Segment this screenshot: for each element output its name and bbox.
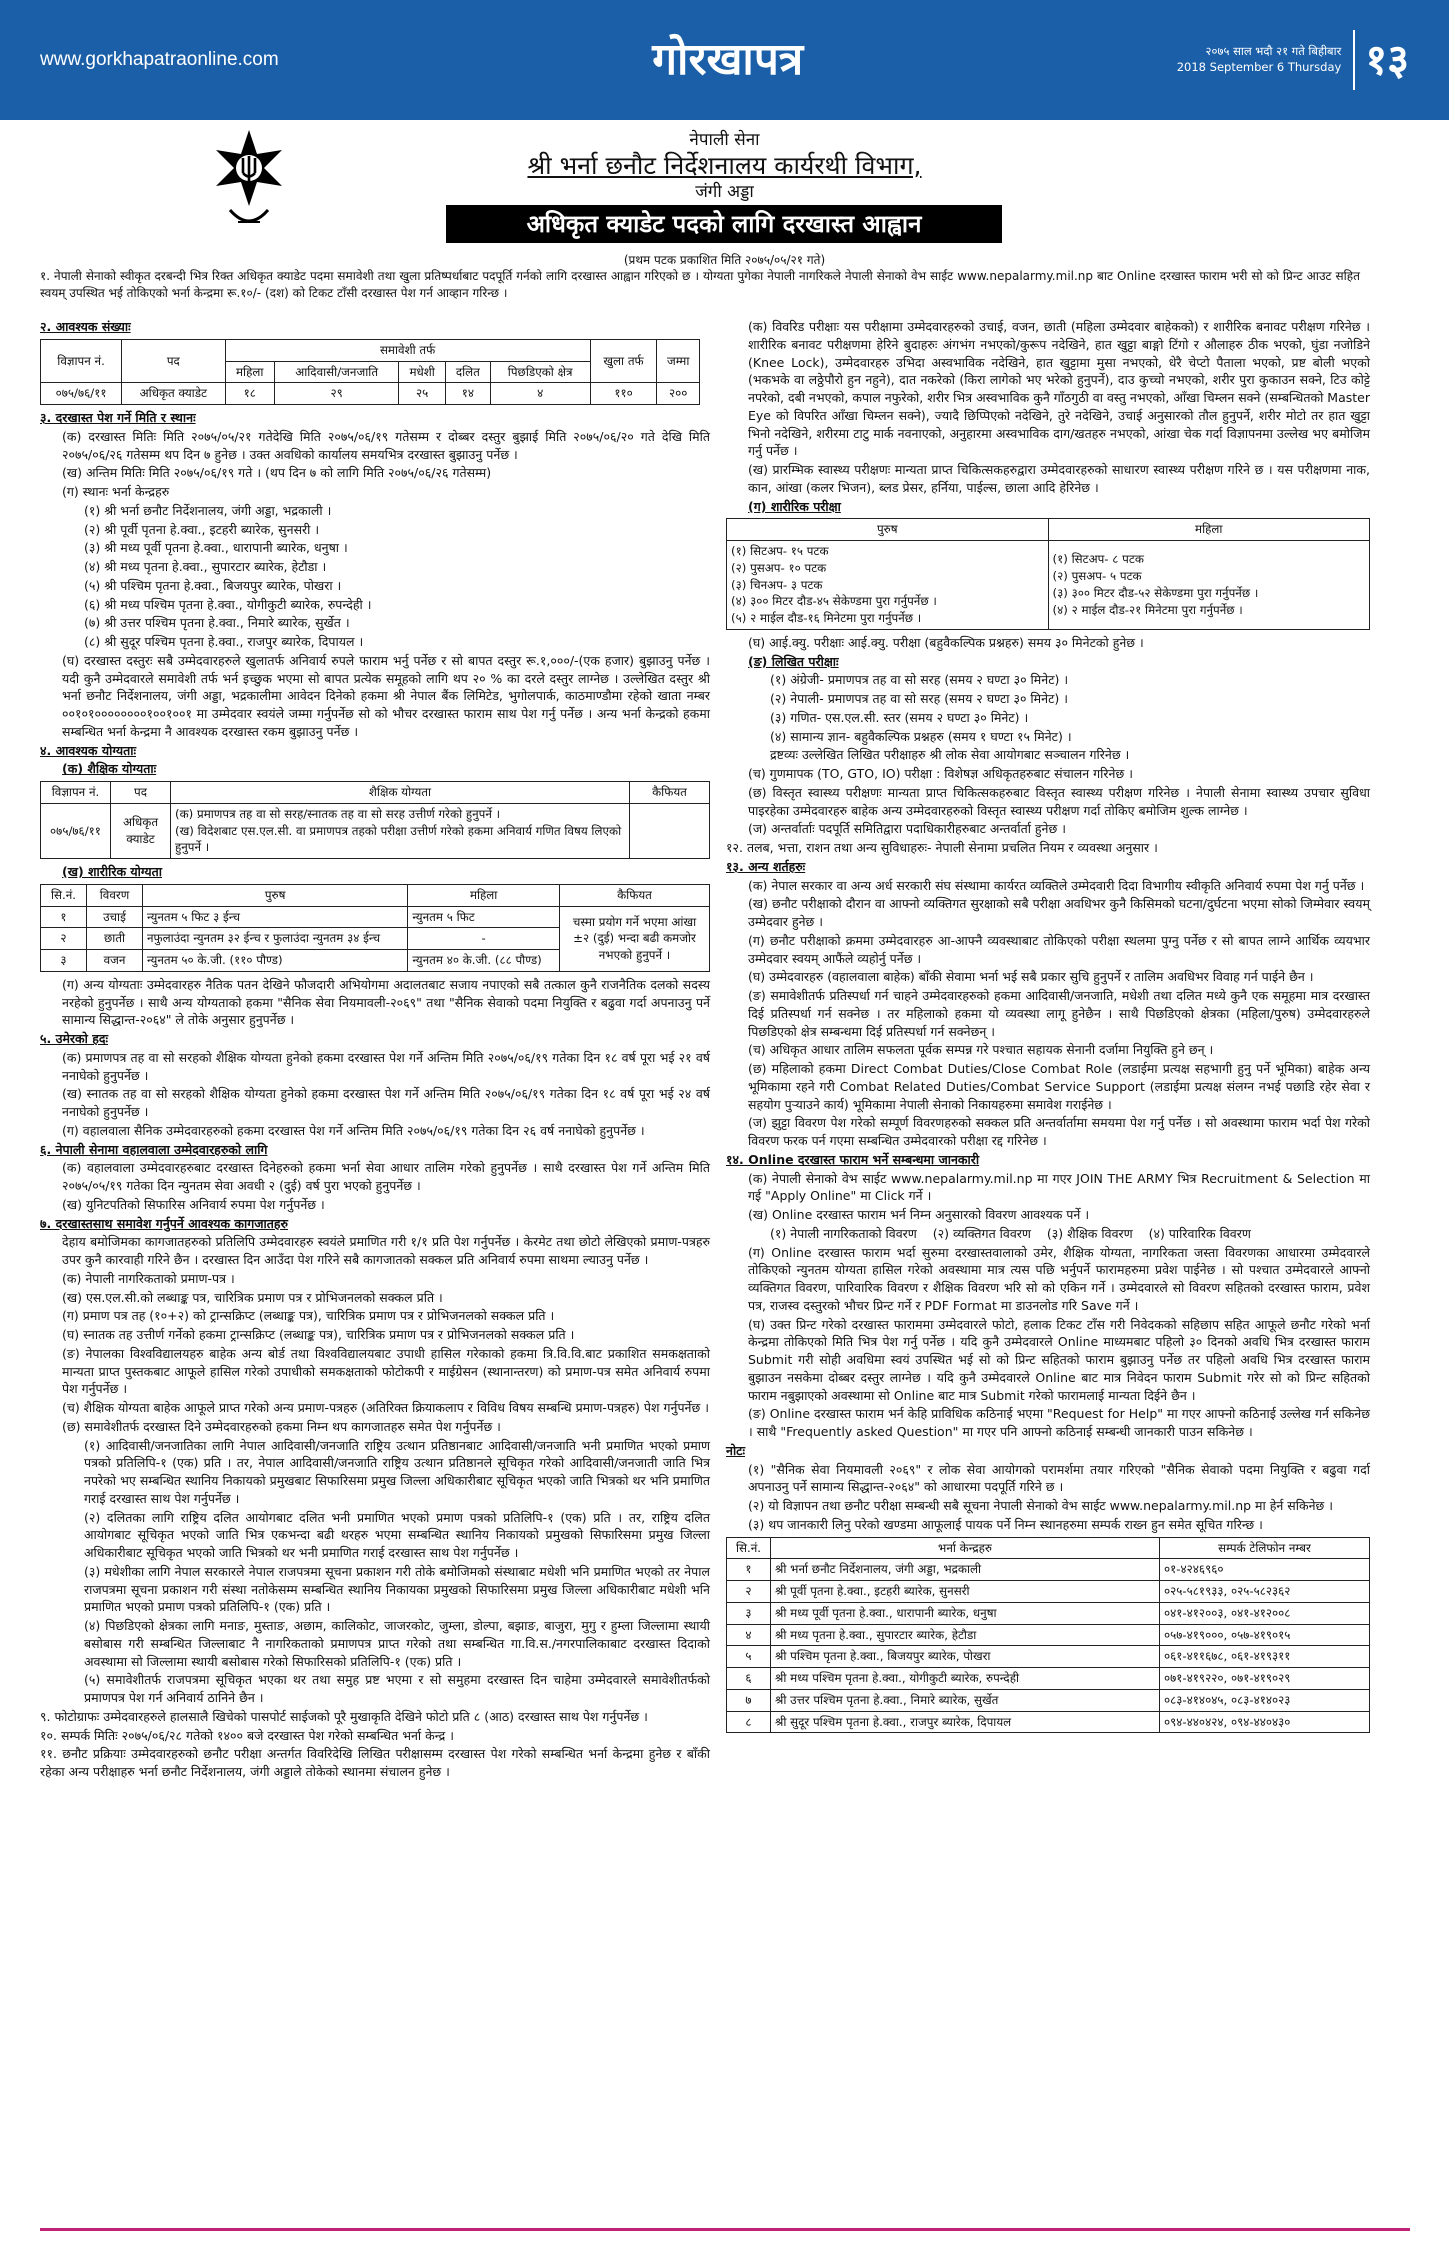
written-item: (४) सामान्य ज्ञान- बहुवैकल्पिक प्रश्नहरु (समय १ घण्टा १५ मिनेट) । bbox=[770, 728, 1072, 744]
cell: ०९४-४४०४२४, ०९४-४४०४३० bbox=[1160, 1711, 1370, 1733]
cell: २०० bbox=[657, 383, 700, 405]
sec13-item: (छ) महिलाको हकमा Direct Combat Duties/Close Combat Role (लडाईमा प्रत्यक्ष सहभागी हुनु पर्ने भूमिका) बाहेक अन्य भूमिकामा रहने गरी Combat Related Duties/Combat Service Support (लडाईमा प्रत्यक्ष संलग्न नभई पछाडि रहेर सेवा र सहयोग पुऱ्याउने कार्य) भूमिकामा नेपाली सेनाको निकायहरुमा समावेश गराईनेछ । bbox=[748, 1061, 1370, 1112]
sec7-item: (क) नेपाली नागरिकताको प्रमाण-पत्र । bbox=[62, 1270, 235, 1286]
sec5-heading: ५. उमेरको हदः bbox=[40, 1031, 109, 1046]
note-item: (३) थप जानकारी लिनु परेको खण्डमा आफूलाई पायक पर्ने निम्न स्थानहरुमा सम्पर्क राख्न हुन समेत सूचित गरिन्छ । bbox=[748, 1516, 1263, 1532]
cell: ०१-४२४६९६० bbox=[1160, 1559, 1370, 1581]
fit-item: (२) पुसअप- १० पटक bbox=[731, 560, 827, 575]
cell: न्युनतम ५० के.जी. (११० पौण्ड) bbox=[143, 950, 408, 972]
sec6-kha: (ख) युनिटपतिको सिफारिस अनिवार्य रुपमा पेश गर्नुपर्नेछ । bbox=[62, 1196, 325, 1212]
cell: श्री उत्तर पश्चिम पृतना हे.क्वा., निमारे ब्यारेक, सुर्खेत bbox=[771, 1689, 1160, 1711]
th-male: पुरुष bbox=[727, 519, 1049, 541]
cell: ०७५/७६/११ bbox=[41, 383, 122, 405]
th: विवरण bbox=[87, 884, 143, 906]
sec7-sub-item: (४) पिछडिएको क्षेत्रका लागि मनाङ, मुस्ताङ, अछाम, कालिकोट, जाजरकोट, जुम्ला, डोल्पा, बझाङ, बाजुरा, मुगु र हुम्ला जिल्लामा स्थायी बसोबास गरी सम्बन्धित जिल्लाबाट नै नागरिकताको प्रमाणपत्र प्राप्त गरेको तथा सम्बन्धित गा.वि.स./नगरपालिकाबाट दरखास्त दिदाको अवस्थामा सो जिल्लामा स्थायी बसोबास गरेको सिफारिसको प्रतिलिपि-१ (एक) प्रति । bbox=[84, 1618, 710, 1669]
sec7-item: (च) शैक्षिक योग्यता बाहेक आफूले प्राप्त गरेको अन्य प्रमाण-पत्रहरु (अतिरिक्त क्रियाकलाप र विविध विषय सम्बन्धि प्रमाण-पत्रहरु) पेश गर्नुपर्नेछ । bbox=[62, 1400, 709, 1415]
exam-nga: (ङ) लिखित परीक्षाः bbox=[748, 653, 839, 669]
cell: ०८३-४१४०४५, ०८३-४१४०२३ bbox=[1160, 1689, 1370, 1711]
cell: ५ bbox=[727, 1646, 771, 1668]
cell: २९ bbox=[274, 383, 398, 405]
exam-kha: (ख) प्रारम्भिक स्वास्थ्य परीक्षणः मान्यता प्राप्त चिकित्सकहरुद्वारा उम्मेदवारहरुको साधारण स्वास्थ्य परीक्षण गरिने छ । यस परीक्षणमा नाक, कान, आंखा (कलर भिजन), ब्लड प्रेसर, हर्निया, पाईल्स, छाला आदि हेरिनेछ । bbox=[748, 462, 1370, 495]
written-note: द्रष्टव्यः उल्लेखित लिखित परीक्षाहरु श्री लोक सेवा आयोगबाट सञ्चालन गरिनेछ । bbox=[770, 747, 1130, 763]
cell: ०४१-४१२००३, ०४१-४१२००८ bbox=[1160, 1602, 1370, 1624]
cell: श्री पूर्वी पृतना हे.क्वा., इटहरी ब्यारेक, सुनसरी bbox=[771, 1581, 1160, 1603]
cell: १ bbox=[727, 1559, 771, 1581]
written-item: (२) नेपाली- प्रमाणपत्र तह वा सो सरह (समय २ घण्टा ३० मिनेट) । bbox=[770, 691, 1068, 706]
intro-paragraph: १. नेपाली सेनाको स्वीकृत दरबन्दी भित्र रिक्त अधिकृत क्याडेट पदमा समावेशी तथा खुला प्रतिष्पर्धाबाट पदपूर्ति गर्नको लागि दरखास्त आह्वान गरिएको छ । योग्यता पुगेका नेपाली नागरिकले नेपाली सेनाको वेभ साईट www.nepalarmy.mil.np बाट Online दरखास्त फाराम भरी सो को प्रिन्ट आउट सहित स्वयम् उपस्थित भई तोकिएको भर्ना केन्द्रमा रू.१०/- (दश) को टिकट टाँसी दरखास्त पेश गर्न आव्हान गरिन्छ । bbox=[40, 269, 1360, 301]
sec14-nga: (ङ) Online दरखास्त फाराम भर्न केहि प्राविधिक कठिनाई भएमा "Request for Help" मा गएर आफ्नो कठिनाई उल्लेख गर्न सकिनेछ । साथै "Frequently asked Question" मा गएर पनि आफ्नो कठिनाई सम्बन्धी जानकारी पाउन सकिनेछ । bbox=[748, 1406, 1370, 1439]
fit-item: (४) २ माईल दौड-२१ मिनेटमा पुरा गर्नुपर्नेछ । bbox=[1052, 602, 1243, 617]
cell: १४ bbox=[445, 383, 490, 405]
th-post: पद bbox=[122, 339, 225, 383]
cell: वजन bbox=[87, 950, 143, 972]
sec14-ka: (क) नेपाली सेनाको वेभ साईट www.nepalarmy.mil.np मा गएर JOIN THE ARMY भित्र Recruitment & Selection मा गई "Apply Online" मा Click गर्ने । bbox=[748, 1170, 1370, 1204]
cell: ०५७-४१९०००, ०५७-४१९०१५ bbox=[1160, 1624, 1370, 1646]
center-item: (८) श्री सुदूर पश्चिम पृतना हे.क्वा., राजपुर ब्यारेक, दिपायल । bbox=[84, 634, 364, 649]
left-column bbox=[40, 318, 710, 1782]
th: भर्ना केन्द्रहरु bbox=[771, 1537, 1160, 1559]
table-row bbox=[727, 1646, 1370, 1668]
cell: ८ bbox=[727, 1711, 771, 1733]
sec7-item: (ग) प्रमाण पत्र तह (१०+२) को ट्रान्सक्रिप्ट (लब्धाङ्क पत्र), चारित्रिक प्रमाण पत्र र प्रोभिजनलको सक्कल प्रति । bbox=[62, 1308, 555, 1324]
sec7-item: (छ) समावेशीतर्फ दरखास्त दिने उम्मेदवारहरुको हकमा निम्न थप कागजातहरु समेत पेश गर्नुपर्नेछ । bbox=[62, 1418, 501, 1434]
th: पुरुष bbox=[143, 884, 408, 906]
cell: - bbox=[408, 928, 560, 950]
th: विज्ञापन नं. bbox=[41, 782, 111, 804]
sec3-heading: ३. दरखास्त पेश गर्ने मिति र स्थानः bbox=[40, 410, 196, 425]
cell: श्री मध्य पूर्वी पृतना हे.क्वा., धारापानी ब्यारेक, धनुषा bbox=[771, 1602, 1160, 1624]
cell: श्री भर्ना छनौट निर्देशनालय, जंगी अड्डा, भद्रकाली bbox=[771, 1559, 1160, 1581]
sec2-heading: २. आवश्यक संख्याः bbox=[40, 319, 131, 334]
sec7-sub-item: (१) आदिवासी/जनजातिका लागि नेपाल आदिवासी/जनजाति राष्ट्रिय उत्थान प्रतिष्ठानबाट आदिवासी/जनजाति भनी प्रमाणित भएको प्रमाण पत्रको प्रतिलिपि-१ (एक) प्रति । तर, नेपाल आदिवासी/जनजाति राष्ट्रिय उत्थान प्रतिष्ठानले सूचिकृत गरेको आदिवासी/जनजाती जाति भित्र नपरेको भए सम्बन्धित स्थानिय निकायको प्रमुखबाट सिफारिसमा प्रमुख जिल्ला अधिकारीबाट सूचिकृत भएको जाति भित्रको थर भनि प्रमाणित गराई दरखास्त साथ पेश गर्नुपर्नेछ । bbox=[84, 1437, 710, 1506]
cell: २ bbox=[727, 1581, 771, 1603]
location-name: जंगी अड्डा bbox=[695, 182, 754, 202]
cell: छाती bbox=[87, 928, 143, 950]
cell: १ bbox=[41, 906, 87, 928]
date-nepali: २०७५ साल भदौ २१ गते बिहीबार bbox=[1205, 44, 1342, 59]
issue-date bbox=[1177, 44, 1342, 75]
th: पद bbox=[111, 782, 171, 804]
cell: ४ bbox=[727, 1624, 771, 1646]
center-item: (७) श्री उत्तर पश्चिम पृतना हे.क्वा., निमारे ब्यारेक, सुर्खेत । bbox=[84, 615, 350, 631]
fit-item: (५) २ माईल दौड-१६ मिनेटमा पुरा गर्नुपर्नेछ । bbox=[731, 611, 922, 625]
website-url[interactable]: www.gorkhapatraonline.com bbox=[40, 48, 279, 70]
sec14-kha: (ख) Online दरखास्त फाराम भर्न निम्न अनुसारको विवरण आवश्यक पर्ने । bbox=[748, 1207, 1090, 1222]
sec6-ka: (क) वहालवाला उम्मेदवारहरुबाट दरखास्त दिनेहरुको हकमा भर्ना सेवा आधार तालिम गरेको हुनुपर्नेछ । साथै दरखास्त पेश गर्ने अन्तिम मिति २०७५/०५/१९ गतेका दिन न्युनतम सेवा अवधी २ (दुई) वर्ष पुरा भएको हुनुपर्नेछ । bbox=[62, 1160, 710, 1193]
cell: १८ bbox=[225, 383, 274, 405]
notice-title-banner: अधिकृत क्याडेट पदको लागि दरखास्त आह्वान bbox=[446, 205, 1002, 243]
sec7-item: (ङ) नेपालका विश्वविद्यालयहरु बाहेक अन्य बोर्ड तथा विश्वविद्यालयबाट उपाधी हासिल गरेकाको हकमा त्रि.वि.वि.बाट प्रकाशित समकक्षताको मान्यता प्राप्त पुस्तकबाट आफूले हासिल गरेको उपाधीको समकक्षताको फोटोकपी र माईग्रेसन (स्थानान्तरण) को प्रमाण-पत्र समेत अनिवार्य रुपमा पेश गर्नुपर्नेछ । bbox=[62, 1345, 710, 1397]
newspaper-title: गोरखापत्र bbox=[652, 33, 804, 85]
th-madhesi: मधेशी bbox=[399, 361, 446, 383]
sec4-ka-heading: (क) शैक्षिक योग्यताः bbox=[62, 761, 157, 777]
cell: श्री पश्चिम पृतना हे.क्वा., बिजयपुर ब्यारेक, पोखरा bbox=[771, 1646, 1160, 1668]
th: कैफियत bbox=[630, 782, 710, 804]
sec4-ga: (ग) अन्य योग्यताः उम्मेदवारहरु नैतिक पतन देखिने फौजदारी अभियोगमा अदालतबाट सजाय नपाएको सबै तत्काल कुनै राजनैतिक दलको सदस्य नरहेको हुनुपर्नेछ । साथै अन्य योग्यताको हकमा "सैनिक सेवा नियमावली-२०६९" तथा "सैनिक सेवाको पदमा नियुक्ति र बढुवा गर्दा अपनाउनु पर्ने सामान्य सिद्धान्त-२०६४" ले तोके अनुसार हुनुपर्नेछ । bbox=[62, 976, 710, 1028]
department-name: श्री भर्ना छनौट निर्देशनालय कार्यरथी विभाग, bbox=[527, 151, 922, 180]
sec7-item: (घ) स्नातक तह उत्तीर्ण गर्नेको हकमा ट्रान्सक्रिप्ट (लब्धाङ्क पत्र), चारित्रिक प्रमाण पत्र र प्रोभिजनलको सक्कल प्रति । bbox=[62, 1327, 575, 1342]
sec3-ka: (क) दरखास्त मितिः मिति २०७५/०५/२१ गतेदेखि मिति २०७५/०६/१९ गतेसम्म र दोब्बर दस्तुर बुझाई मिति २०७५/०६/२० गते देखि मिति २०७५/०६/२६ गतेसम्म थप दिन ७ हुनेछ । उक्त अवधिको कार्यालय समयभित्र दरखास्त बुझाउनु पर्नेछ । bbox=[62, 428, 710, 462]
sec14-ga: (ग) Online दरखास्त फाराम भर्दा सुरुमा दरखास्तवालाको उमेर, शैक्षिक योग्यता, नागरिकता जस्ता विवरणका आधारमा उम्मेदवारले तोकिएको न्युनतम योग्यता हासिल गरेको अवस्थामा मात्र त्यस पछि भर्नुपर्ने फारामहरुमा प्रवेश पाईनेछ । सो पश्चात उम्मेदवारले आफ्नो व्यक्तिगत विवरण, पारिवारिक विवरण र शैक्षिक विवरण भरि सो को एकिन गर्ने । उम्मेदवारले सो विवरण सहितको दरखास्त फाराम, प्रवेश पत्र, राजस्व दस्तुरको भौचर प्रिन्ट गर्ने र PDF Format मा डाउनलोड गरि Save गर्ने । bbox=[748, 1244, 1370, 1313]
education-table bbox=[40, 781, 710, 859]
sec7-item: (ख) एस.एल.सी.को लब्धाङ्क पत्र, चारित्रिक प्रमाण पत्र र प्रोभिजनलको सक्कल प्रति । bbox=[62, 1289, 443, 1305]
fitness-table bbox=[726, 518, 1370, 630]
sec3-ga: (ग) स्थानः भर्ना केन्द्रहरु bbox=[62, 484, 170, 499]
publish-note: (प्रथम पटक प्रकाशित मिति २०७५/०५/२१ गते) bbox=[623, 253, 826, 267]
note-item: (१) "सैनिक सेवा नियमावली २०६९" र लोक सेवा आयोगको परामर्शमा तयार गरिएको "सैनिक सेवाको पदमा नियुक्ति र बढुवा गर्दा अपनाउनु पर्ने सामान्य सिद्धान्त-२०६४" को आधारमा पदपूर्ति गरिने छ । bbox=[748, 1461, 1370, 1495]
th: महिला bbox=[408, 884, 560, 906]
table-row bbox=[727, 1711, 1370, 1733]
notice-body bbox=[0, 268, 1449, 2226]
cell: श्री मध्य पश्चिम पृतना हे.क्वा., योगीकुटी ब्यारेक, रुपन्देही bbox=[771, 1668, 1160, 1690]
sec11: ११. छनौट प्रक्रियाः उम्मेदवारहरुको छनौट परीक्षा अन्तर्गत विवरिदेखि लिखित परीक्षासम्म दरखास्त पेश गरेको सम्बन्धित भर्ना केन्द्रमा हुनेछ र बाँकी रहेका अन्य परीक्षाहरु भर्ना छनौट निर्देशनालय, जंगी अड्डाले तोकेको स्थानमा संचालन हुनेछ । bbox=[40, 1746, 710, 1779]
cell: उचाई bbox=[87, 906, 143, 928]
cell: २५ bbox=[399, 383, 446, 405]
table-row bbox=[727, 1624, 1370, 1646]
fit-item: (३) चिनअप- ३ पटक bbox=[731, 577, 823, 592]
cell: २ bbox=[41, 928, 87, 950]
sec13-item: (च) अधिकृत आधार तालिम सफलता पूर्वक सम्पन्न गरे पश्चात सहायक सेनानी दर्जामा नियुक्ति हुने छन् । bbox=[748, 1042, 1214, 1058]
center-item: (५) श्री पश्चिम पृतना हे.क्वा., बिजयपुर ब्यारेक, पोखरा । bbox=[84, 577, 342, 593]
center-item: (३) श्री मध्य पूर्वी पृतना हे.क्वा., धारापानी ब्यारेक, धनुषा । bbox=[84, 540, 348, 556]
sec7-sub-item: (२) दलितका लागि राष्ट्रिय दलित आयोगबाट दलित भनी प्रमाणित भएको प्रमाण पत्रको प्रतिलिपि-१ (एक) प्रति । तर, राष्ट्रिय दलित आयोगबाट सूचिकृत भएको जाति भित्र एकभन्दा बढी थरहरु भएमा सम्बन्धित स्थानिय निकायको प्रमुखको सिफारिसमा प्रमुख जिल्ला अधिकारीबाट सूचिकृत भएको जाति भित्रको थर भनी प्रमाणित गराई दरखास्त साथ पेश गर्नुपर्नेछ । bbox=[84, 1509, 710, 1560]
footer-accent-line bbox=[40, 2228, 1410, 2231]
th-backward: पिछडिएको क्षेत्र bbox=[490, 361, 590, 383]
sec9: ९. फोटोग्राफः उम्मेदवारहरुले हालसालै खिचेको पासपोर्ट साईजको पूरै मुखाकृति देखिने फोटो प्रति ८ (आठ) दरखास्त साथ पेश गर्नुपर्नेछ । bbox=[40, 1708, 648, 1724]
physical-table bbox=[40, 884, 710, 972]
sec14-gha: (घ) उक्त प्रिन्ट गरेको दरखास्त फाराममा उम्मेदवारले फोटो, हलाक टिकट टाँस गरी निवेदकको सहिछाप सहित आफूले छनौट गरेको भर्ना केन्द्रमा तोकिएको मिति भित्र पेश गर्नु पर्नेछ । यदि कुनै उम्मेदवारले Online माध्यमबाट पहिलो ३० दिनको अवधि भित्र दरखास्त फाराम Submit गरी सोही अवधिमा स्वयं उपस्थित भई सो को प्रिन्ट सहितको फाराम बुझाउनु पर्नेछ तर पहिलो अवधि भित्र दरखास्त फाराम बुझाउन नसकेमा दोब्बर दस्तुर लाग्नेछ । यदि कुनै उम्मेदवारले Online बाट मात्र निवेदन फाराम Submit गरेर सो को प्रिन्ट सहितको फाराम नबुझाएको अवस्थामा सो Online बाट मात्र Submit गरेको फारामलाई मान्यता दिईने छैन । bbox=[748, 1316, 1370, 1403]
cell: न्युनतम ५ फिट bbox=[408, 906, 560, 928]
fit-item: (४) ३०० मिटर दौड-४५ सेकेण्डमा पुरा गर्नुपर्नेछ । bbox=[731, 594, 937, 609]
th-janajati: आदिवासी/जनजाति bbox=[274, 361, 398, 383]
org-name: नेपाली सेना bbox=[689, 130, 760, 150]
cell: अधिकृत क्याडेट bbox=[111, 803, 171, 858]
sec13-item: (ङ) समावेशीतर्फ प्रतिस्पर्धा गर्न चाहने उम्मेदवारहरुको हकमा आदिवासी/जनजाति, मधेशी तथा दलित मध्ये कुनै एक समूहमा मात्र दरखास्त दिई प्रतिस्पर्धा गर्न सक्नेछ । तर महिलाको हकमा यो व्यवस्था लागू हुनेछैन । साथै पिछडिएको क्षेत्रका (महिला/पुरुष) उम्मेदवारहरुले पिछडिएको क्षेत्र सम्बन्धमा दिई प्रतिस्पर्धा गर्न सक्नेछन् । bbox=[748, 988, 1370, 1039]
th-total: जम्मा bbox=[657, 339, 700, 383]
th: कैफियत bbox=[560, 884, 710, 906]
exam-cha: (च) गुणमापक (TO, GTO, IO) परीक्षा : विशेषज्ञ अधिकृतहरुबाट संचालन गरिनेछ । bbox=[748, 766, 1133, 781]
note-heading: नोटः bbox=[726, 1442, 746, 1458]
cell: ०७१-४१९२२०, ०७१-४१९०२९ bbox=[1160, 1668, 1370, 1690]
sec7-heading bbox=[40, 1215, 710, 1233]
sec13-item: (घ) उम्मेदवारहरु (वहालवाला बाहेक) बाँकी सेवामा भर्ना भई सबै प्रकार सुचि हुनुपर्ने र तालिम अवधिभर विवाह गर्न पाईने छैन । bbox=[748, 969, 1314, 985]
vacancy-table bbox=[40, 339, 700, 405]
sec3-gha: (घ) दरखास्त दस्तुरः सबै उम्मेदवारहरुले खुलातर्फ अनिवार्य रुपले फाराम भर्नु पर्नेछ र सो बापत दस्तुर रू.१,०००/-(एक हजार) बुझाउनु पर्नेछ । यदी कुनै उम्मेदवारले समावेशी तर्फ भर्न इच्छुक भएमा सो बापत प्रत्येक समूहको लागि थप २० % का दरले दस्तुर लाग्नेछ । उल्लेखित दस्तुर श्री भर्ना छनौट निर्देशनालय, जंगी अड्डा, भद्रकालीमा आवेदन दिनेको हकमा श्री नेपाल बैंक लिमिटेड, भुगोलपार्क, काठमाण्डौमा रहेको खाता नम्बर ००१०१००००००००१००१००१ मा उम्मेदवार स्वयंले जम्मा गर्नुपर्नेछ सो को भौचर दरखास्त फाराम साथ पेश गर्नु पर्नेछ । अन्य भर्ना केन्द्रको हकमा सम्बन्धित भर्ना केन्द्रमा नै आवश्यक दरखास्त रकम बुझाउनु पर्नेछ । bbox=[62, 652, 710, 739]
center-item: (१) श्री भर्ना छनौट निर्देशनालय, जंगी अड्डा, भद्रकाली । bbox=[84, 502, 332, 518]
date-english: 2018 September 6 Thursday bbox=[1176, 60, 1342, 74]
th-dalit: दलित bbox=[445, 361, 490, 383]
sec4-heading: ४. आवश्यक योग्यताः bbox=[40, 742, 136, 758]
fit-item: (२) पुसअप- ५ पटक bbox=[1052, 569, 1142, 584]
sec7-heading-text: ७. दरखास्तसाथ समावेश गर्नुपर्ने आवश्यक कागजातहरु bbox=[40, 1215, 289, 1231]
sec13-item: (ख) छनौट परीक्षाको दौरान वा आफ्नो व्यक्तिगत सुरक्षाको सबै परीक्षा अवधिभर कुनै किसिमको घटना/दुर्घटना भएमा सोको जिम्मेवार स्वयम् उम्मेदवार हुनेछ । bbox=[748, 896, 1370, 929]
sec7-sub-item: (५) समावेशीतर्फ राजपत्रमा सूचिकृत भएका थर तथा समुह प्रष्ट भएमा र सो समुहमा दरखास्त दिन चाहेमा उम्मेदवारले समावेशीतर्फको प्रमाणपत्र पेश गर्न अनिवार्य ठानिने छैन । bbox=[84, 1672, 710, 1705]
page-number: १३ bbox=[1353, 30, 1409, 90]
sec4-kha-heading: (ख) शारीरिक योग्यता bbox=[62, 864, 163, 879]
fit-item: (१) सिटअप- ८ पटक bbox=[1052, 552, 1144, 567]
table-row bbox=[727, 1689, 1370, 1711]
cell: श्री सुदूर पश्चिम पृतना हे.क्वा., राजपुर ब्यारेक, दिपायल bbox=[771, 1711, 1160, 1733]
cell: नफुलाउंदा न्युनतम ३२ ईन्च र फुलाउंदा न्युनतम ३४ ईन्च bbox=[143, 928, 408, 950]
detail-item: (१) नेपाली नागरिकताको विवरण bbox=[770, 1225, 917, 1241]
th-ad-no: विज्ञापन नं. bbox=[41, 339, 122, 383]
right-column bbox=[726, 318, 1370, 1737]
exam-chha: (छ) विस्तृत स्वास्थ्य परीक्षणः मान्यता प्राप्त चिकित्सकहरुबाट विस्तृत स्वास्थ्य परीक्षण गरिनेछ । नेपाली सेनामा स्वास्थ्य उपचार सुविधा पाइरहेका उम्मेदवारहरु बाहेक अन्य उम्मेदवारहरुको विस्तृत स्वास्थ्य परीक्षण गर्दा तोकिए बमोजिम शुल्क लाग्नेछ । bbox=[748, 784, 1370, 818]
table-row bbox=[727, 1602, 1370, 1624]
th-inclusive: समावेशी तर्फ bbox=[225, 339, 590, 361]
sec10: १०. सम्पर्क मितिः २०७५/०६/२८ गतेको १४०० बजे दरखास्त पेश गरेको सम्बन्धित भर्ना केन्द्र । bbox=[40, 1727, 454, 1743]
written-item: (३) गणित- एस.एल.सी. स्तर (समय २ घण्टा ३० मिनेट) । bbox=[770, 709, 1029, 725]
cell: न्युनतम ४० के.जी. (८८ पौण्ड) bbox=[408, 950, 560, 972]
fit-item: (३) ३०० मिटर दौड-५२ सेकेण्डमा पुरा गर्नुपर्नेछ । bbox=[1052, 585, 1259, 600]
sec12: १२. तलब, भत्ता, राशन तथा अन्य सुविधाहरुः- नेपाली सेनामा प्रचलित नियम र व्यवस्था अनुसार । bbox=[726, 840, 1158, 855]
sec13-item: (ज) झुट्टा विवरण पेश गरेको सम्पूर्ण विवरणहरुको सक्कल प्रति अन्तर्वार्तामा समयमा पेश गर्नु पर्नेछ । सो अवस्थामा फाराम भर्दा पेश गरेको विवरण फरक पर्न गएमा सम्बन्धित उम्मेदवारको परीक्षा रद्द गरिनेछ । bbox=[748, 1115, 1370, 1148]
contact-table bbox=[726, 1537, 1370, 1734]
th-female: महिला bbox=[225, 361, 274, 383]
cell: श्री मध्य पृतना हे.क्वा., सुपारटार ब्यारेक, हेटौडा bbox=[771, 1624, 1160, 1646]
cell: ६ bbox=[727, 1668, 771, 1690]
sec6-heading: ६. नेपाली सेनामा वहालवाला उम्मेदवारहरुको लागि bbox=[40, 1141, 268, 1157]
fit-item: (१) सिटअप- १५ पटक bbox=[731, 544, 829, 558]
qualification-item: (क) प्रमाणपत्र तह वा सो सरह/स्नातक तह वा सो सरह उत्तीर्ण गरेको हुनुपर्ने । bbox=[175, 806, 501, 821]
center-item: (२) श्री पूर्वी पृतना हे.क्वा., इटहरी ब्यारेक, सुनसरी । bbox=[84, 521, 320, 537]
th: सम्पर्क टेलिफोन नम्बर bbox=[1160, 1537, 1370, 1559]
table-row bbox=[41, 906, 710, 928]
exam-ja: (ज) अन्तर्वार्ताः पदपूर्ति समितिद्वारा पदाधिकारीहरुबाट अन्तर्वार्ता हुनेछ । bbox=[748, 821, 1066, 837]
detail-item: (४) पारिवारिक विवरण bbox=[1148, 1225, 1251, 1241]
sec5-item: (क) प्रमाणपत्र तह वा सो सरहको शैक्षिक योग्यता हुनेको हकमा दरखास्त पेश गर्ने अन्तिम मिति २०७५/०६/१९ गतेका दिन १८ वर्ष पूरा भई २१ वर्ष ननाघेको हुनुपर्नेछ । bbox=[62, 1049, 710, 1083]
cell: ११० bbox=[590, 383, 657, 405]
detail-item: (२) व्यक्तिगत विवरण bbox=[932, 1225, 1031, 1241]
sec7-sub-item: (३) मधेशीका लागि नेपाल सरकारले नेपाल राजपत्रमा सूचना प्रकाशन गरी तोके बमोजिमको संस्थाबाट मधेशी भनि प्रमाणित भएको तर नेपाल राजपत्रमा सूचना प्रकाशन गरी संस्था नतोकेसम्म सम्बन्धित स्थानिय निकायका प्रमुखको सिफारिसमा प्रमुख जिल्ला अधिकारीबाट मधेशी भनि प्रमाणित भएको प्रमाण पत्रको प्रतिलिपि-१ (एक) प्रति । bbox=[84, 1563, 710, 1615]
table-row bbox=[727, 1581, 1370, 1603]
exam-ga-heading: (ग) शारीरिक परीक्षा bbox=[748, 498, 841, 514]
cell: ०७५/७६/११ bbox=[41, 803, 111, 858]
th: सि.नं. bbox=[727, 1537, 771, 1559]
exam-gha: (घ) आई.क्यु. परीक्षाः आई.क्यु. परीक्षा (बहुवैकल्पिक प्रश्नहरु) समय ३० मिनेटको हुनेछ । bbox=[748, 634, 1144, 650]
sec5-item: (ग) वहालवाला सैनिक उम्मेदवारहरुको हकमा दरखास्त पेश गर्ने अन्तिम मिति २०७५/०६/१९ गतेका दिन २६ वर्ष ननाघेको हुनुपर्नेछ । bbox=[62, 1122, 645, 1138]
sec13-item: (ग) छनौट परीक्षाको क्रममा उम्मेदवारहरु आ-आफ्नै व्यवस्थाबाट तोकिएको परीक्षा स्थलमा पुग्नु पर्नेछ र सो बापत लाग्ने आर्थिक व्ययभार उम्मेदवार स्वयम् आफैंले व्यहोर्नु पर्नेछ । bbox=[748, 932, 1370, 966]
cell bbox=[171, 803, 630, 858]
center-item: (६) श्री मध्य पश्चिम पृतना हे.क्वा., योगीकुटी ब्यारेक, रुपन्देही । bbox=[84, 596, 372, 612]
cell: ३ bbox=[41, 950, 87, 972]
table-row bbox=[727, 1668, 1370, 1690]
th: शैक्षिक योग्यता bbox=[171, 782, 630, 804]
cell-remarks: चस्मा प्रयोग गर्ने भएमा आंखा ±२ (दुई) भन्दा बढी कमजोर नभएको हुनुपर्ने । bbox=[560, 906, 710, 971]
newspaper-masthead-bar bbox=[0, 0, 1449, 120]
center-item: (४) श्री मध्य पृतना हे.क्वा., सुपारटार ब्यारेक, हेटौडा । bbox=[84, 559, 327, 574]
cell: ३ bbox=[727, 1602, 771, 1624]
qualification-item: (ख) विदेशबाट एस.एल.सी. वा प्रमाणपत्र तहको परीक्षा उत्तीर्ण गरेको हकमा अनिवार्य गणित विषय लिएको हुनुपर्ने । bbox=[175, 823, 622, 855]
sec7-intro: देहाय बमोजिमका कागजातहरुको प्रतिलिपि उम्मेदवारहरु स्वयंले प्रमाणित गरी १/१ प्रति पेश गर्नुपर्नेछ । केरमेट तथा छोटो लेखिएको प्रमाण-पत्रहरु उपर कुनै कारवाही गरिने छैन । दरखास्त दिन आउँदा पेश गरिने सबै कागजातको सक्कल प्रति अनिवार्य रुपमा साथमा ल्याउनु पर्नेछ । bbox=[62, 1234, 710, 1267]
sec13-heading: १३. अन्य शर्तहरुः bbox=[726, 858, 806, 874]
th: सि.नं. bbox=[41, 884, 87, 906]
th-female: महिला bbox=[1048, 519, 1370, 541]
table-row bbox=[41, 383, 700, 405]
exam-ka: (क) विवरिड परीक्षाः यस परीक्षामा उम्मेदवारहरुको उचाई, वजन, छाती (महिला उम्मेदवार बाहेकको) र शारीरिक बनावट परीक्षण गरिनेछ । शारीरिक बनावट परीक्षणमा हेरिने बुदाहरुः अंगभंग नभएको/कुरूप नदेखिने, हात खुट्टा बाङ्गो टिंगो र औलाहरु ठीक भएको, घुंडा नजोडिने (Knee Lock), उम्मेदवारहरु उभिदा अस्वभाविक नदेखिने, हात खुट्टामा मुसा नभएको, धेरै चेप्टो पैताला भएको, प्रष्ट बोली भएको (भकभके वा लठ्ठेपौरो हुन नहुने), दात नकरेको (किरा लागेको भए भरेको हुनुपर्ने), दाउ कुच्चो नभएको, शरीर पुरा कुकाउन सक्ने, टिउ कोट्टे नपरेको, दबी नभएको, कपाल नफुरेको, शरीर भित्र अस्वभाविक कुनै गाँठगुठी वा वस्तु नभएको, आँखा चिम्लन सक्ने (सम्बन्धितको Master Eye को विपरित आँखा चिम्लन सक्ने), ज्यादै छिप्पिएको नदेखिने, तुरे नदेखिने, उचाई अनुसारको तौल हुनुपर्ने, शरीर मोटो तर हात खुट्टा भिनो नदेखिने, शरीरमा टाटु मार्क नवनाएको, अनुहारमा अस्वभाविक दाग/खतहरु नभएको, आंखा चेक गर्दा विज्ञापनमा उल्लेख भए बमोजिम गर्नु पर्नेछ । bbox=[748, 319, 1370, 459]
table-row bbox=[727, 541, 1370, 630]
table-row bbox=[41, 803, 710, 858]
note-item: (२) यो विज्ञापन तथा छनौट परीक्षा सम्बन्धी सबै सूचना नेपाली सेनाको वेभ साईट www.nepalarmy.mil.np मा हेर्न सकिनेछ । bbox=[748, 1498, 1333, 1513]
table-row bbox=[727, 1559, 1370, 1581]
detail-item: (३) शैक्षिक विवरण bbox=[1046, 1225, 1133, 1241]
th-open: खुला तर्फ bbox=[590, 339, 657, 383]
sec5-item: (ख) स्नातक तह वा सो सरहको शैक्षिक योग्यता हुनेको हकमा दरखास्त पेश गर्ने अन्तिम मिति २०७५/०६/१९ गतेका दिन १८ वर्ष पूरा भई २४ वर्ष ननाघेको हुनुपर्नेछ । bbox=[62, 1086, 710, 1119]
cell-female bbox=[1048, 541, 1370, 630]
sec14-kha-items bbox=[726, 1225, 1370, 1243]
cell: ०२५-५८१९३३, ०२५-५८२३६२ bbox=[1160, 1581, 1370, 1603]
cell: अधिकृत क्याडेट bbox=[122, 383, 225, 405]
cell-male bbox=[727, 541, 1049, 630]
cell: ४ bbox=[490, 383, 590, 405]
sec13-item: (क) नेपाल सरकार वा अन्य अर्ध सरकारी संघ संस्थामा कार्यरत व्यक्तिले उम्मेदवारी दिदा विभागीय स्वीकृति अनिवार्य रुपमा पेश गर्नु पर्नेछ । bbox=[748, 877, 1365, 893]
cell bbox=[630, 803, 710, 858]
cell: ७ bbox=[727, 1689, 771, 1711]
cell: ०६१-४११६७८, ०६१-४१९३११ bbox=[1160, 1646, 1370, 1668]
sec14-heading: १४. Online दरखास्त फाराम भर्ने सम्बन्धमा जानकारी bbox=[726, 1151, 980, 1167]
sec3-kha: (ख) अन्तिम मितिः मिति २०७५/०६/१९ गते । (थप दिन ७ को लागि मिति २०७५/०६/२६ गतेसम्म) bbox=[62, 465, 492, 481]
cell: न्युनतम ५ फिट ३ ईन्च bbox=[143, 906, 408, 928]
written-item: (१) अंग्रेजी- प्रमाणपत्र तह वा सो सरह (समय २ घण्टा ३० मिनेट) । bbox=[770, 672, 1069, 688]
